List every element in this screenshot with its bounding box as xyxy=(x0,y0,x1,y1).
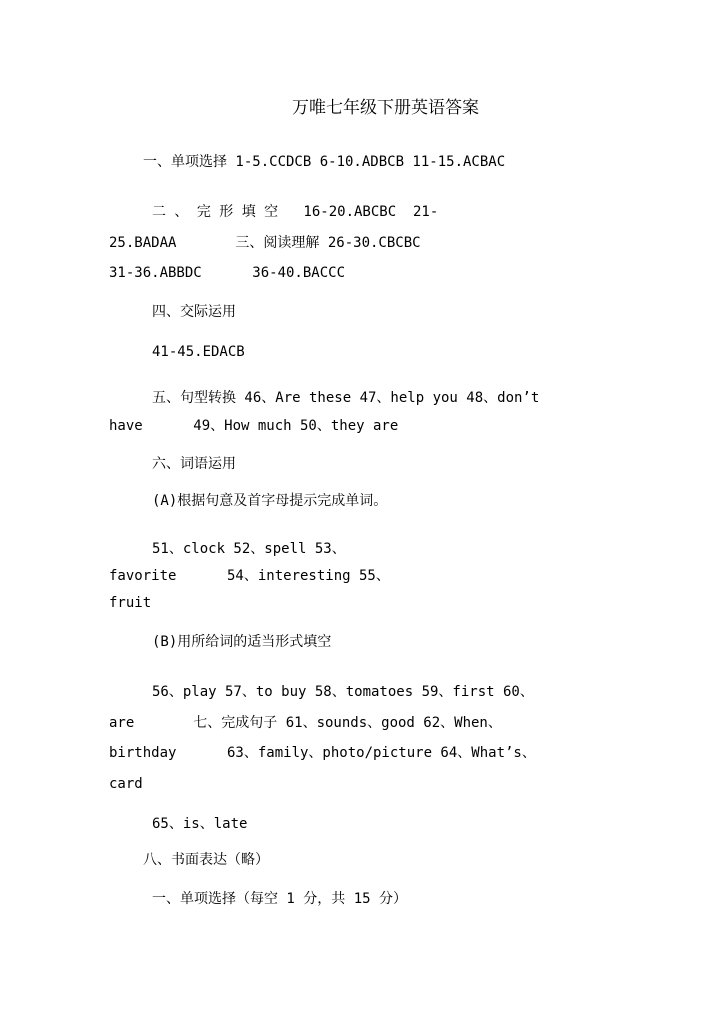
text-line: have 49、How much 50、they are xyxy=(109,418,399,434)
text-line: 31-36.ABBDC 36-40.BACCC xyxy=(109,265,346,281)
text-line: 65、is、late xyxy=(152,816,248,832)
text-line: birthday 63、family、photo/picture 64、What’s、 xyxy=(109,745,536,761)
text-line: 41-45.EDACB xyxy=(152,344,245,360)
text-line: 二 、 完 形 填 空 16-20.ABCBC 21- xyxy=(152,204,439,220)
section-heading: 八、书面表达（略） xyxy=(143,852,269,868)
text-line: 56、play 57、to buy 58、tomatoes 59、first 60、 xyxy=(152,684,534,700)
subsection-heading: (B)用所给词的适当形式填空 xyxy=(152,634,332,650)
section-heading: 四、交际运用 xyxy=(152,304,236,320)
text-line: fruit xyxy=(109,595,152,611)
text-line: 25.BADAA 三、阅读理解 26-30.CBCBC xyxy=(109,235,421,251)
section-heading: 六、词语运用 xyxy=(152,456,236,472)
page-title: 万唯七年级下册英语答案 xyxy=(292,98,479,118)
section-heading: 一、单项选择（每空 1 分，共 15 分） xyxy=(152,891,408,907)
text-line: are 七、完成句子 61、sounds、good 62、When、 xyxy=(109,715,502,731)
text-line: 51、clock 52、spell 53、 xyxy=(152,541,346,557)
text-line: 五、句型转换 46、Are these 47、help you 48、don’t xyxy=(152,390,540,406)
subsection-heading: (A)根据句意及首字母提示完成单词。 xyxy=(152,493,388,509)
text-line: 一、单项选择 1-5.CCDCB 6-10.ADBCB 11-15.ACBAC xyxy=(143,154,506,170)
text-line: card xyxy=(109,776,143,792)
text-line: favorite 54、interesting 55、 xyxy=(109,568,390,584)
